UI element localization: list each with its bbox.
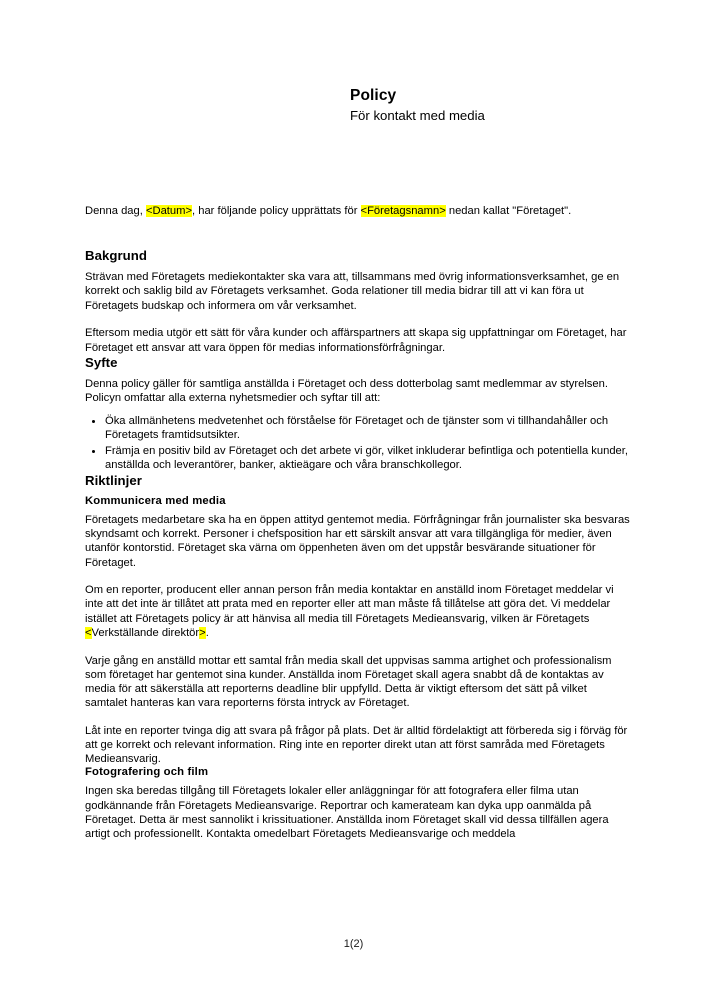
sub-heading-kommunicera-med-media: Kommunicera med media — [85, 494, 226, 507]
list-item: Främja en positiv bild av Företaget och det arbete vi gör, vilket inkluderar befintliga och potentiella kunder, anställda och leverantörer, banker, aktieägare och våra branschkollegor. — [85, 444, 630, 472]
sub-heading-fotografering-och-film: Fotografering och film — [85, 766, 209, 779]
fotografering-paragraph-1: Ingen ska beredas tillgång till Företagets lokaler eller anläggningar för att fotografera eller filma utan godkännande från Företagets Medieansvarige. Reportrar och kamerateam kan dyka upp oanmälda på Företaget. Detta är mest sannolikt i krissituationer. Anställda inom Företaget skall vid dessa tillfällen agera artigt och professionellt. Kontakta omedelbart Företagets Medieansvarige och meddela — [85, 785, 609, 841]
placeholder-date[interactable]: <Datum> — [145, 205, 192, 217]
bakgrund-paragraph-2: Eftersom media utgör ett sätt för våra kunder och affärspartners att skapa sig uppfattningar om Företaget, har Företaget ett ansvar att vara öppen för medias informationsförfrågningar. — [85, 327, 627, 354]
kommunicera-p2-text-part3: . — [205, 626, 209, 639]
kommunicera-paragraph-3: Varje gång en anställd mottar ett samtal från media skall det uppvisas samma artighet och professionalism som företaget har gentemot sina kunder. Anställda inom Företaget skall agera snabbt då de kontaktas av media för att säkerställa att reporterns deadline blir uppfylld. Detta är viktigt eftersom det sätt på vilket samtalet hanteras kan vara reporterns första intryck av Företaget. — [85, 654, 612, 710]
section-heading-syfte: Syfte — [85, 354, 118, 370]
page-footer: 1(2) — [343, 938, 364, 950]
page-title: Policy — [350, 87, 397, 104]
intro-text-part1: Denna dag, — [85, 205, 146, 217]
placeholder-company-name[interactable]: <Företagsnamn> — [360, 205, 446, 217]
syfte-paragraph-1: Denna policy gäller för samtliga anställda i Företaget och dess dotterbolag samt medlemmar av styrelsen. Policyn omfattar alla externa nyhetsmedier och syftar till att: — [85, 377, 608, 404]
bakgrund-paragraph-1: Strävan med Företagets mediekontakter ska vara att, tillsammans med övrig informationsverksamhet, ge en korrekt och saklig bild av Företagets verksamhet. Goda relationer till media bidrar till att vi kan föra ut Företagets budskap och informera om vår verksamhet. — [85, 271, 620, 312]
section-heading-bakgrund: Bakgrund — [85, 248, 147, 264]
syfte-bullet-list — [85, 414, 630, 472]
intro-paragraph — [85, 204, 630, 218]
intro-text-part2: , har följande policy upprättats för — [192, 205, 361, 217]
intro-text-part3: nedan kallat "Företaget". — [445, 205, 572, 217]
placeholder-bracket-close[interactable]: > — [199, 626, 206, 639]
placeholder-role-title[interactable]: Verkställande direktör — [91, 626, 200, 639]
section-heading-riktlinjer: Riktlinjer — [85, 472, 142, 488]
kommunicera-paragraph-4: Låt inte en reporter tvinga dig att svara på frågor på plats. Det är alltid fördelaktigt att förbereda sig i förväg för att ge korrekt och relevant information. Ring inte en reporter direkt utan att först samråda med Företagets Medieansvarig. — [85, 724, 628, 766]
document-title-block — [350, 86, 670, 124]
kommunicera-paragraph-2 — [85, 583, 630, 640]
page-subtitle: För kontakt med media — [350, 107, 485, 123]
kommunicera-p2-text-part1: Om en reporter, producent eller annan person från media kontaktar en anställd inom Företaget meddelar vi inte att det inte är tillåtet att prata med en reporter eller att man måste få tillåtelse att göra det. Vi meddelar istället att Företagets policy är att hänvisa all media till Företagets Medieansvarig, vilken är Företagets — [85, 584, 614, 625]
kommunicera-paragraph-1: Företagets medarbetare ska ha en öppen attityd gentemot media. Förfrågningar från journalister ska besvaras skyndsamt och korrekt. Personer i chefsposition har ett särskilt ansvar att vara tillgängliga för medier, även utanför kontorstid. Företaget ska värna om öppenheten även om det uppstår besvärande situationer för Företaget. — [85, 513, 630, 569]
placeholder-bracket-open[interactable]: < — [85, 626, 92, 639]
list-item: Öka allmänhetens medvetenhet och förståelse för Företaget och de tjänster som vi tillhandahåller och Företagets framtidsutsikter. — [85, 414, 630, 442]
document-body — [85, 204, 630, 841]
